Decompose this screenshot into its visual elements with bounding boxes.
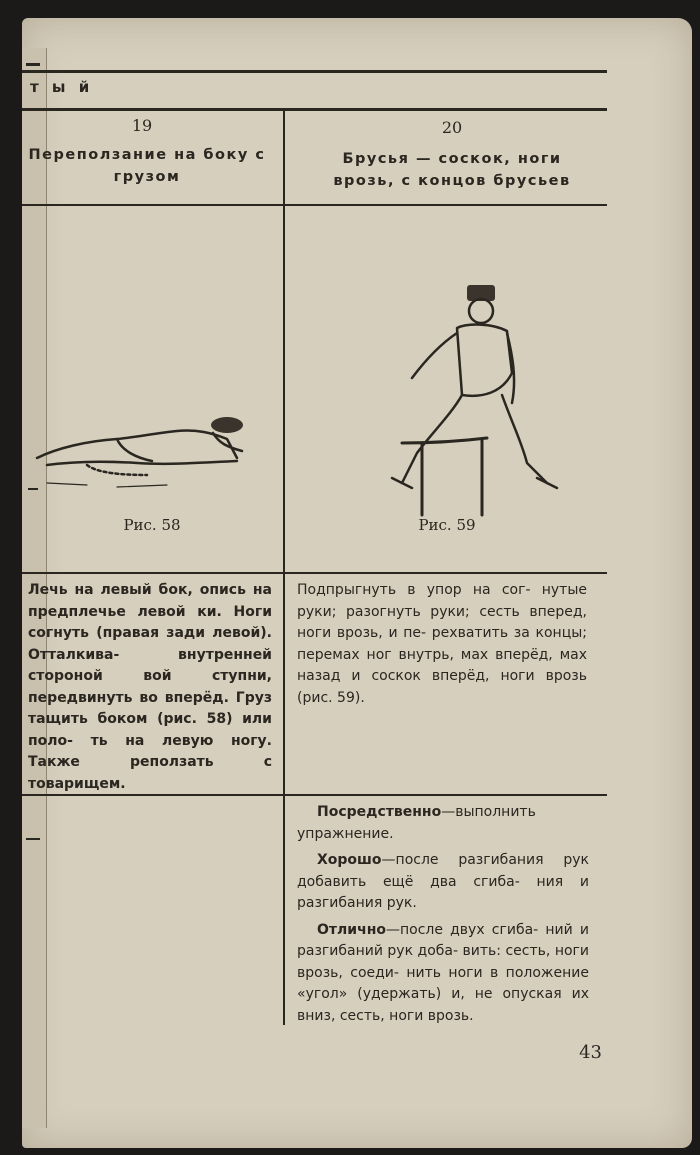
exercise-description: Лечь на левый бок, опись на предплечье левой ки. Ноги согнуть (правая зади левой). Отталкива- внутренней стороной вой ступни, передвинуть во вперёд. Груз тащить боком (рис. 58) или поло- ть на левую ногу. Также реползать с товарищем. — [28, 582, 272, 792]
header-bottom-rule — [22, 108, 607, 111]
figure-caption: Рис. 58 — [123, 516, 181, 534]
figure-rule — [22, 572, 607, 574]
exercise-description: Подпрыгнуть в упор на сог- нутые руки; разогнуть руки; сесть вперед, ноги врозь, и пе- рехватить за концы; перемах ног внутрь, мах вперёд, мах назад и соскок вперёд, ноги врозь (рис. 59). — [297, 582, 587, 706]
page-number: 43 — [579, 1042, 602, 1063]
parallel-bars-dismount-icon — [362, 283, 562, 518]
book-page — [22, 18, 692, 1148]
title-rule — [22, 204, 607, 206]
description-rule — [22, 794, 607, 796]
exercise-title: Переползание на боку с грузом — [28, 147, 266, 185]
header-top-rule — [22, 70, 607, 73]
exercise-number: 19 — [131, 116, 153, 135]
margin-mark — [26, 838, 40, 840]
crawling-soldier-icon — [27, 403, 257, 503]
margin-mark — [26, 63, 40, 66]
exercise-title: Брусья — соскок, ноги врозь, с концов брусьев — [333, 151, 571, 189]
exercise-number: 20 — [441, 118, 463, 137]
figure-caption: Рис. 59 — [418, 516, 476, 534]
grade-satisfactory: Посредственно—выполнить упражнение. — [297, 804, 536, 842]
column-divider — [283, 110, 285, 1025]
section-header: т ы й — [30, 78, 94, 96]
grade-excellent: Отлично—после двух сгиба- ний и разгибаний рук доба- вить: сесть, ноги врозь, соеди- нить ноги в положение «угол» (удержать) и, не опуская их вниз, сесть, ноги врозь. — [297, 921, 589, 1024]
grade-good: Хорошо—после разгибания рук добавить ещё два сгиба- ния и разгибания рук. — [297, 852, 589, 911]
grade-criteria — [297, 802, 589, 1032]
